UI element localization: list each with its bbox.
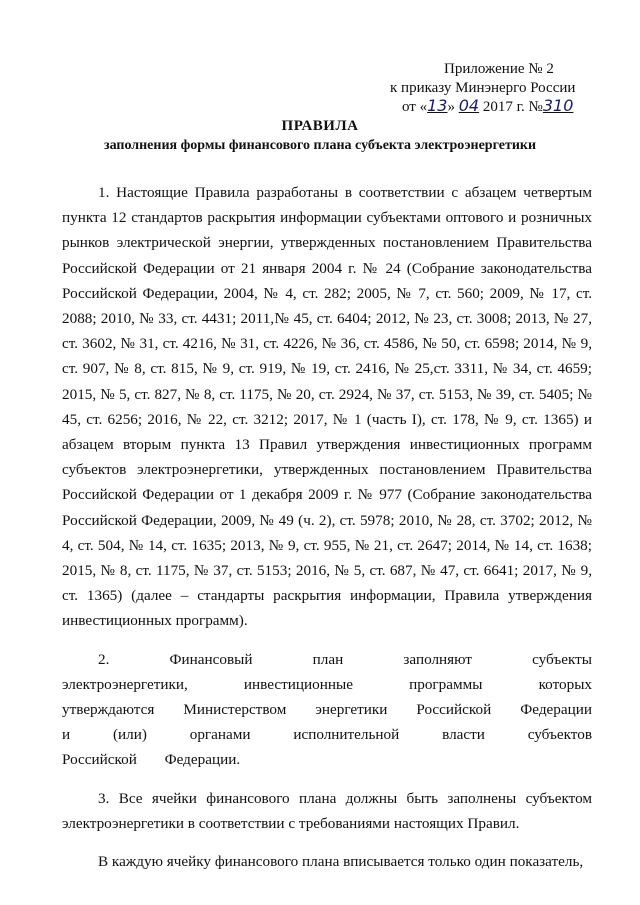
appendix-number: Приложение № 2 xyxy=(444,61,554,77)
document-body xyxy=(62,180,592,887)
appendix-header xyxy=(390,60,630,117)
order-number-handwritten: 310 xyxy=(542,96,574,115)
date-month-handwritten: 04 xyxy=(458,96,480,115)
appendix-date-line xyxy=(390,97,630,117)
document-title: ПРАВИЛА xyxy=(281,118,359,134)
paragraph-1: 1. Настоящие Правила разработаны в соответствии с абзацем четвертым пункта 12 стандартов раскрытия информации субъектами оптового и розничных рынков электрической энергии, утвержденных постановлением Правительства Российской Федерации от 21 января 2004 г. № 24 (Собрание законодательства Российской Федерации, 2004, № 4, ст. 282; 2005, № 7, ст. 560; 2009, № 17, ст. 2088; 2010, № 33, ст. 4431; 2011,№ 45, ст. 6404; 2012, № 23, ст. 3008; 2013, № 27, ст. 3602, № 31, ст. 4216, № 31, ст. 4226, № 36, ст. 4586, № 50, ст. 6598; 2014, № 9, ст. 907, № 8, ст. 815, № 9, ст. 919, № 19, ст. 2416, № 25,ст. 3311, № 34, ст. 4659; 2015, № 5, ст. 827, № 8, ст. 1175, № 20, ст. 2924, № 37, ст. 5153, № 39, ст. 5405; № 45, ст. 6256; 2016, № 22, ст. 3212; 2017, № 1 (часть I), ст. 178, № 9, ст. 1365) и абзацем вторым пункта 13 Правил утверждения инвестиционных программ субъектов электроэнергетики, утвержденных постановлением Правительства Российской Федерации от 1 декабря 2009 г. № 977 (Собрание законодательства Российской Федерации, 2009, № 49 (ч. 2), ст. 5978; 2010, № 28, ст. 3702; 2012, № 4, ст. 504, № 14, ст. 1635; 2013, № 9, ст. 955, № 21, ст. 2647; 2014, № 14, ст. 1638; 2015, № 8, ст. 1175, № 37, ст. 5153; 2016, № 5, ст. 687, № 47, ст. 6641; 2017, № 9, ст. 1365) (далее – стандарты раскрытия информации, Правила утверждения инвестиционных программ). xyxy=(62,184,592,630)
paragraph-3: 3. Все ячейки финансового плана должны быть заполнены субъектом электроэнергетики в соответствии с требованиями настоящих Правил. xyxy=(62,789,592,832)
date-prefix: от « xyxy=(402,99,428,115)
appendix-order-ref: к приказу Минэнерго России xyxy=(390,79,576,96)
date-mid: » xyxy=(447,99,455,115)
date-year: 2017 г. № xyxy=(482,99,543,115)
document-subtitle: заполнения формы финансового плана субъекта электроэнергетики xyxy=(103,138,537,153)
paragraph-4: В каждую ячейку финансового плана вписывается только один показатель, xyxy=(98,853,584,871)
date-day-handwritten: 13 xyxy=(427,96,448,115)
paragraph-2: 2. Финансовый план заполняют субъекты электроэнергетики, инвестиционные программы которых утверждаются Министерством энергетики Российской Федерации и (или) органами исполнительной власти субъектов Российской Федерации. xyxy=(62,650,592,769)
